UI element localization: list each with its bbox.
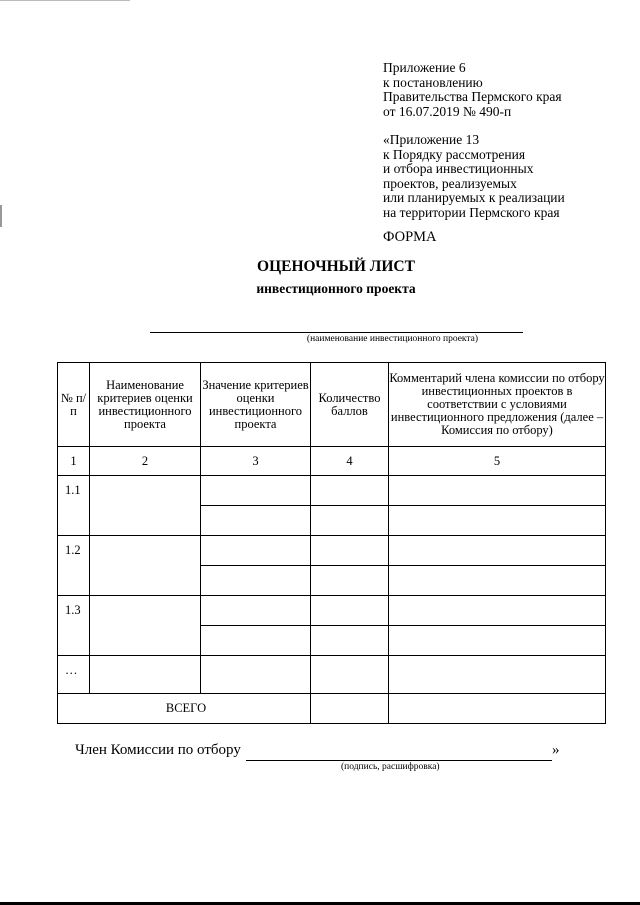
points-cell[interactable]: [311, 536, 389, 566]
total-points-cell[interactable]: [311, 694, 389, 724]
comment-cell[interactable]: [389, 506, 606, 536]
project-name-caption: (наименование инвестиционного проекта): [306, 334, 479, 344]
appendix-inner-line: проектов, реализуемых: [383, 175, 517, 191]
total-row: [58, 694, 606, 724]
criteria-name-cell[interactable]: [90, 476, 201, 536]
comment-cell[interactable]: [389, 476, 606, 506]
criteria-value-cell[interactable]: [201, 596, 311, 626]
points-cell[interactable]: [311, 656, 389, 694]
appendix-line: Приложение 6: [383, 60, 466, 75]
criteria-value-cell[interactable]: [201, 656, 311, 694]
criteria-name-cell[interactable]: [90, 656, 201, 694]
appendix-line: Правительства Пермского края: [383, 89, 562, 104]
header-criteria-value: Значение критериев оценки инвестиционного проекта: [201, 363, 311, 447]
points-cell[interactable]: [311, 566, 389, 596]
table-header-row: [58, 363, 606, 447]
criteria-name-cell[interactable]: [90, 596, 201, 656]
comment-cell[interactable]: [389, 626, 606, 656]
row-label: 1.2: [58, 536, 90, 596]
comment-cell[interactable]: [389, 596, 606, 626]
closing-quote: »: [552, 742, 560, 758]
appendix-inner-line: или планируемых к реализации: [383, 190, 565, 205]
criteria-value-cell[interactable]: [201, 506, 311, 536]
table-row: [58, 656, 606, 694]
project-name-line[interactable]: [150, 332, 523, 333]
document-title: ОЦЕНОЧНЫЙ ЛИСТ: [257, 258, 415, 275]
signature-line[interactable]: [246, 760, 552, 761]
row-label: 1.3: [58, 596, 90, 656]
signature-label: Член Комиссии по отбору: [75, 742, 241, 758]
appendix-inner-line: и отбора инвестиционных: [383, 161, 534, 176]
comment-cell[interactable]: [389, 656, 606, 694]
row-label: …: [58, 656, 90, 694]
evaluation-table: [57, 362, 606, 724]
signature-caption: (подпись, расшифровка): [341, 762, 440, 772]
header-criteria-name: Наименование критериев оценки инвестиционного проекта: [90, 363, 201, 447]
header-points: Количество баллов: [311, 363, 389, 447]
form-label: ФОРМА: [383, 229, 437, 245]
criteria-value-cell[interactable]: [201, 536, 311, 566]
comment-cell[interactable]: [389, 566, 606, 596]
criteria-value-cell[interactable]: [201, 476, 311, 506]
total-label: ВСЕГО: [58, 694, 311, 724]
criteria-value-cell[interactable]: [201, 566, 311, 596]
points-cell[interactable]: [311, 476, 389, 506]
appendix-inner-block: [383, 133, 565, 220]
total-comment-cell[interactable]: [389, 694, 606, 724]
scan-edge-left: [0, 205, 2, 227]
table-row: [58, 476, 606, 506]
column-number: 2: [90, 447, 201, 476]
column-number: 1: [58, 447, 90, 476]
header-comment: Комментарий члена комиссии по отбору инвестиционных проектов в соответствии с условиями инвестиционного предложения (далее – Комиссия по отбору): [389, 363, 606, 447]
points-cell[interactable]: [311, 596, 389, 626]
document-subtitle: инвестиционного проекта: [256, 281, 416, 296]
appendix-block: [383, 61, 562, 119]
criteria-value-cell[interactable]: [201, 626, 311, 656]
appendix-inner-line: «Приложение 13: [383, 132, 480, 147]
table-row: [58, 596, 606, 626]
comment-cell[interactable]: [389, 536, 606, 566]
appendix-line: от 16.07.2019 № 490-п: [383, 103, 512, 119]
row-label: 1.1: [58, 476, 90, 536]
column-number: 5: [389, 447, 606, 476]
column-number: 3: [201, 447, 311, 476]
criteria-name-cell[interactable]: [90, 536, 201, 596]
appendix-inner-line: на территории Пермского края: [383, 204, 560, 220]
table-row: [58, 536, 606, 566]
points-cell[interactable]: [311, 626, 389, 656]
appendix-inner-line: к Порядку рассмотрения: [383, 146, 526, 162]
column-number-row: [58, 447, 606, 476]
appendix-line: к постановлению: [383, 74, 483, 90]
scan-edge-top: [0, 0, 130, 1]
header-number: № п/п: [58, 363, 90, 447]
column-number: 4: [311, 447, 389, 476]
points-cell[interactable]: [311, 506, 389, 536]
